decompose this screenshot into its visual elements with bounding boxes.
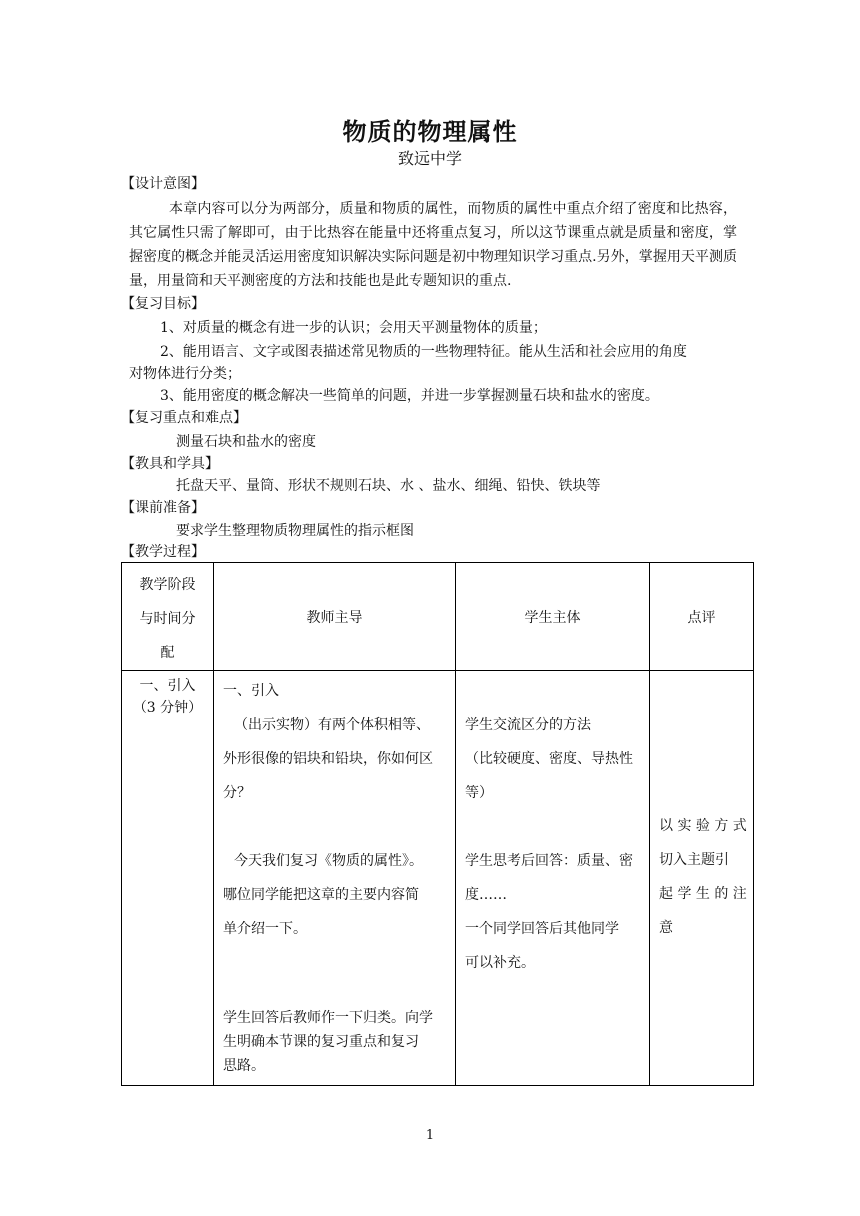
row1-student-p1-line1: 学生交流区分的方法	[465, 717, 591, 733]
keypoints-text: 测量石块和盐水的密度	[176, 434, 316, 450]
teaching-process-table	[121, 562, 754, 1086]
row1-student-p2-line3: 一个同学回答后其他同学	[465, 921, 619, 937]
row1-comment-line4: 意	[659, 920, 673, 936]
row1-student-p1-line3: 等）	[465, 785, 493, 801]
tools-text: 托盘天平、量筒、形状不规则石块、水 、盐水、细绳、铅快、铁块等	[176, 478, 601, 494]
row1-teacher	[214, 671, 456, 1086]
row1-teacher-heading: 一、引入	[223, 683, 279, 699]
header-stage-line3: 配	[160, 645, 175, 661]
goal-3: 3、能用密度的概念解决一些简单的问题，并进一步掌握测量石块和盐水的密度。	[160, 388, 659, 404]
row1-teacher-p1-line3: 分？	[223, 785, 251, 801]
goals-heading: 【复习目标】	[121, 296, 205, 312]
goal-2-line1: 2、能用语言、文字或图表描述常见物质的一些物理特征。能从生活和社会应用的角度	[160, 344, 687, 360]
row1-student-p2-line1: 学生思考后回答：质量、密	[465, 853, 633, 869]
prep-text: 要求学生整理物质物理属性的指示框图	[176, 523, 414, 539]
keypoints-heading: 【复习重点和难点】	[121, 410, 247, 426]
row1-teacher-p1-line2: 外形很像的铝块和铅块，你如何区	[223, 751, 433, 767]
row1-teacher-p2-line1: 今天我们复习《物质的属性》。	[234, 853, 423, 869]
header-stage-line1: 教学阶段	[139, 577, 196, 593]
row1-comment-line2: 切入主题引	[659, 852, 729, 868]
row1-student-p2-line2: 度……	[465, 887, 507, 903]
row1-comment-line1: 以 实 验 方 式	[659, 818, 747, 834]
header-stage	[122, 563, 214, 671]
row1-teacher-p2-line3: 单介绍一下。	[223, 921, 307, 937]
document-title: 物质的物理属性	[342, 117, 518, 146]
row1-stage	[122, 671, 214, 1086]
row1-teacher-p3-line2: 生明确本节课的复习重点和复习	[223, 1034, 419, 1050]
header-stage-line2: 与时间分	[139, 611, 196, 627]
row1-comment	[650, 671, 754, 1086]
row1-teacher-p3-line3: 思路。	[223, 1058, 265, 1074]
school-name: 致远中学	[397, 149, 462, 168]
row1-teacher-p3-line1: 学生回答后教师作一下归类。向学	[223, 1010, 433, 1026]
design-heading: 【设计意图】	[121, 176, 205, 192]
goal-2-line2: 对物体进行分类；	[129, 366, 241, 382]
row1-student-p1-line2: （比较硬度、密度、导热性	[465, 751, 633, 767]
row1-comment-line3: 起 学 生 的 注	[659, 886, 747, 902]
table-row	[122, 671, 754, 1086]
row1-student	[456, 671, 650, 1086]
page-number: 1	[425, 1128, 435, 1143]
table-header-row	[122, 563, 754, 671]
goal-1: 1、对质量的概念有进一步的认识；会用天平测量物体的质量；	[160, 320, 547, 336]
header-teacher: 教师主导	[214, 563, 456, 671]
header-comment: 点评	[650, 563, 754, 671]
header-student: 学生主体	[456, 563, 650, 671]
design-paragraph: 本章内容可以分为两部分，质量和物质的属性，而物质的属性中重点介绍了密度和比热容，其它属性只需了解即可，由于比热容在能量中还将重点复习，所以这节课重点就是质量和密度，掌握密度的概念并能灵活运用密度知识解决实际问题是初中物理知识学习重点.另外，掌握用天平测质量，用量筒和天平测密度的方法和技能也是此专题知识的重点.	[129, 201, 737, 289]
row1-stage-line1: 一、引入	[139, 678, 196, 694]
tools-heading: 【教具和学具】	[121, 456, 219, 472]
row1-stage-line2: （3 分钟）	[132, 700, 203, 716]
row1-student-p2-line4: 可以补充。	[465, 955, 535, 971]
row1-teacher-p2-line2: 哪位同学能把这章的主要内容简	[223, 887, 419, 903]
row1-teacher-p1-line1: （出示实物）有两个体积相等、	[234, 717, 430, 733]
prep-heading: 【课前准备】	[121, 500, 205, 516]
process-heading: 【教学过程】	[121, 544, 205, 560]
